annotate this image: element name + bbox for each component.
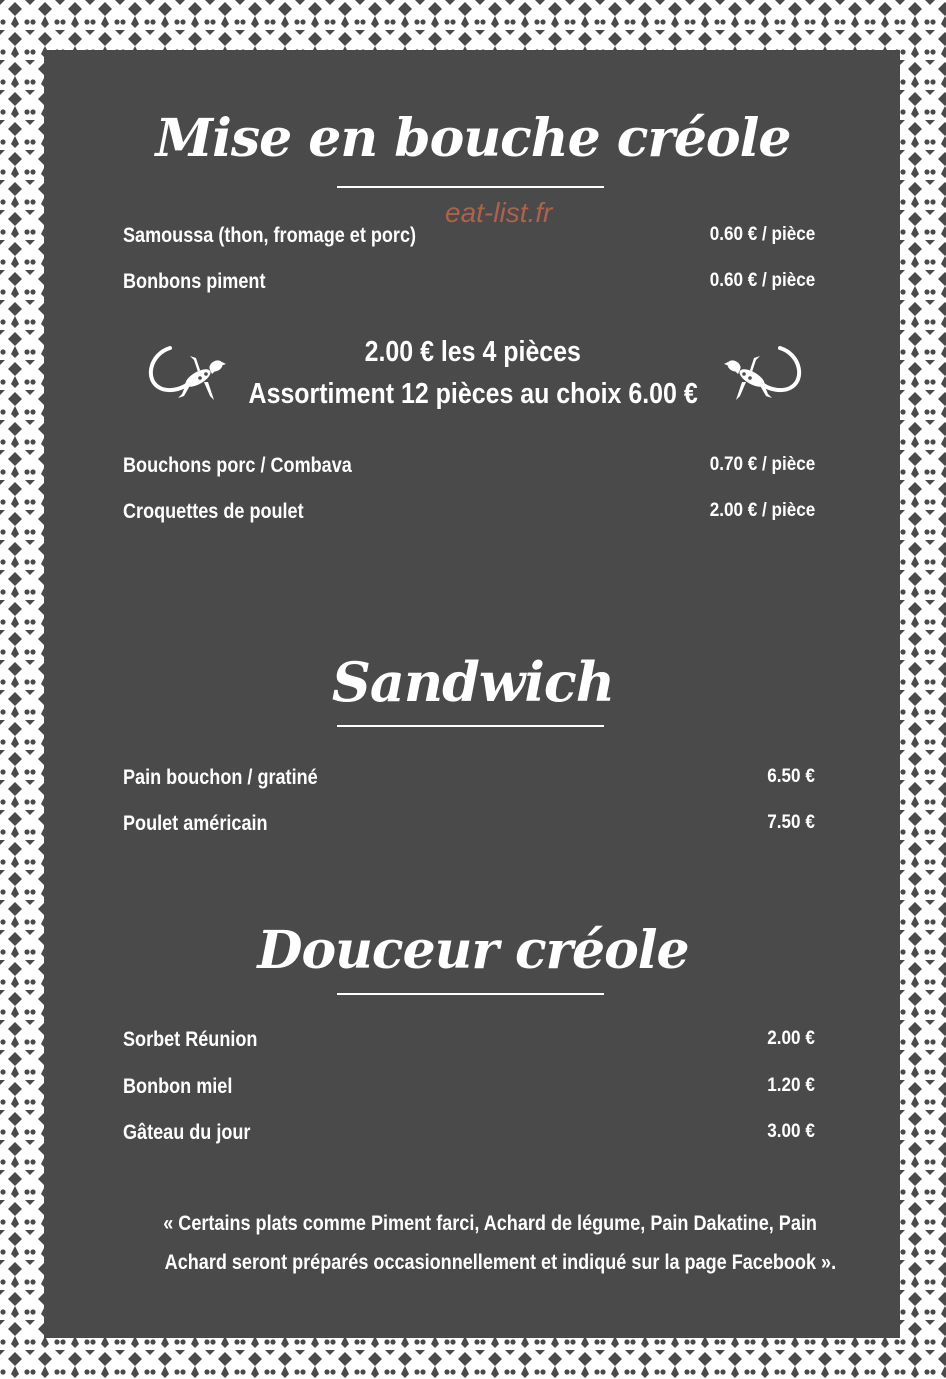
item-price: 3.00 € [767,1121,815,1142]
promo-line-2 [0,378,946,411]
item-name: Croquettes de poulet [123,500,304,523]
promo-line-1 [0,336,946,369]
item-price: 2.00 € / pièce [709,500,815,521]
promo-text: Assortiment 12 pièces au choix 6.00 € [248,378,698,410]
menu-row [123,500,815,530]
footnote-line-1: « Certains plats comme Piment farci, Achard de légume, Pain Dakatine, Pain [163,1212,817,1235]
item-name: Poulet américain [123,812,268,835]
item-name: Samoussa (thon, fromage et porc) [123,224,417,247]
item-price: 0.60 € / pièce [709,270,815,291]
item-name: Sorbet Réunion [123,1028,258,1051]
section-divider [337,725,604,727]
item-price: 0.60 € / pièce [709,224,815,245]
menu-row [123,454,815,484]
footnote [110,1204,836,1282]
item-name: Bonbon miel [123,1075,233,1098]
item-name: Bouchons porc / Combava [123,454,352,477]
menu-row [123,812,815,842]
section-divider [337,186,604,188]
menu-row [123,766,815,796]
item-price: 1.20 € [767,1075,815,1096]
item-price: 6.50 € [767,766,815,787]
menu-row [123,270,815,300]
item-name: Pain bouchon / gratiné [123,766,318,789]
section-divider [337,993,604,995]
footnote-line-2: Achard seront préparés occasionnellement et indiqué sur la page Facebook ». [164,1251,837,1274]
menu-row [123,1075,815,1105]
menu-row [123,1121,815,1151]
watermark: eat-list.fr [445,197,553,228]
item-name: Bonbons piment [123,270,266,293]
item-price: 7.50 € [767,812,815,833]
item-name: Gâteau du jour [123,1121,251,1144]
section-title-sandwich: Sandwich [331,650,615,714]
menu-row [123,224,815,254]
promo-text: 2.00 € les 4 pièces [364,336,582,368]
menu-row [123,1028,815,1058]
item-price: 0.70 € / pièce [709,454,815,475]
section-title-mise-en-bouche: Mise en bouche créole [155,108,791,169]
item-price: 2.00 € [767,1028,815,1049]
section-title-douceur: Douceur créole [257,920,689,981]
